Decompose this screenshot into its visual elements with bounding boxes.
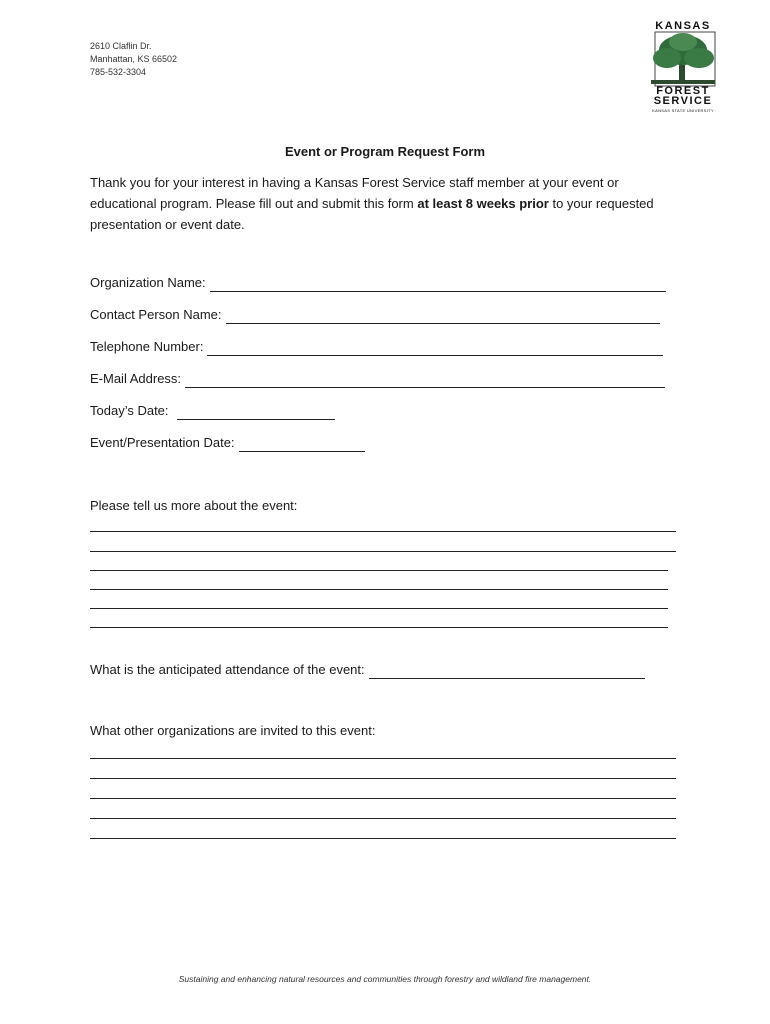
email-row: [90, 370, 665, 388]
address-line-2: Manhattan, KS 66502: [90, 54, 178, 64]
organization-name-row: [90, 274, 666, 292]
event-details-line-2[interactable]: [90, 551, 676, 552]
kansas-forest-service-logo: [647, 20, 719, 113]
event-details-line-3[interactable]: [90, 570, 668, 571]
form-title: Event or Program Request Form: [284, 144, 486, 159]
logo-ksu-text: KANSAS STATE UNIVERSITY: [652, 108, 714, 113]
contact-person-input[interactable]: [226, 311, 660, 324]
telephone-input[interactable]: [207, 343, 663, 356]
telephone-row: [90, 338, 663, 356]
todays-date-row: [90, 402, 335, 420]
event-details-line-4[interactable]: [90, 589, 668, 590]
organization-name-label: Organization Name:: [90, 275, 206, 290]
other-organizations-question: What other organizations are invited to this event:: [90, 723, 376, 738]
event-date-label: Event/Presentation Date:: [90, 435, 235, 450]
other-orgs-line-5[interactable]: [90, 838, 676, 839]
event-date-row: [90, 434, 365, 452]
event-details-question: Please tell us more about the event:: [90, 498, 298, 513]
tree-icon: [649, 30, 717, 88]
organization-name-input[interactable]: [210, 279, 666, 292]
logo-service-text: SERVICE: [653, 95, 713, 107]
organization-address: [90, 40, 177, 79]
intro-paragraph: [90, 172, 680, 235]
telephone-label: Telephone Number:: [90, 339, 204, 354]
other-orgs-line-3[interactable]: [90, 798, 676, 799]
intro-text-bold: at least 8 weeks prior: [417, 196, 549, 211]
email-label: E-Mail Address:: [90, 371, 182, 386]
email-input[interactable]: [185, 375, 665, 388]
logo-forest-text: FOREST: [656, 85, 710, 97]
intro-text-1: Thank you for your interest in having a Kansas Forest Service staff member at your event or educational program. Please fill out and submit this form: [90, 175, 619, 211]
attendance-row: [90, 661, 645, 679]
logo-kansas-text: KANSAS: [655, 20, 711, 32]
other-orgs-line-4[interactable]: [90, 818, 676, 819]
phone-number: 785-532-3304: [90, 67, 147, 77]
event-details-line-5[interactable]: [90, 608, 668, 609]
other-orgs-line-1[interactable]: [90, 758, 676, 759]
contact-person-row: [90, 306, 660, 324]
intro-text-2: to your requested presentation or event date.: [90, 196, 654, 232]
other-orgs-line-2[interactable]: [90, 778, 676, 779]
event-details-line-1[interactable]: [90, 531, 676, 532]
address-line-1: 2610 Claflin Dr.: [90, 41, 152, 51]
contact-person-label: Contact Person Name:: [90, 307, 222, 322]
event-details-line-6[interactable]: [90, 627, 668, 628]
footer-tagline: Sustaining and enhancing natural resources and communities through forestry and wildland fire management.: [178, 974, 592, 984]
attendance-label: What is the anticipated attendance of the event:: [90, 662, 365, 677]
todays-date-label: Today’s Date:: [90, 403, 169, 418]
event-date-input[interactable]: [239, 439, 365, 452]
todays-date-input[interactable]: [177, 407, 335, 420]
attendance-input[interactable]: [369, 666, 645, 679]
